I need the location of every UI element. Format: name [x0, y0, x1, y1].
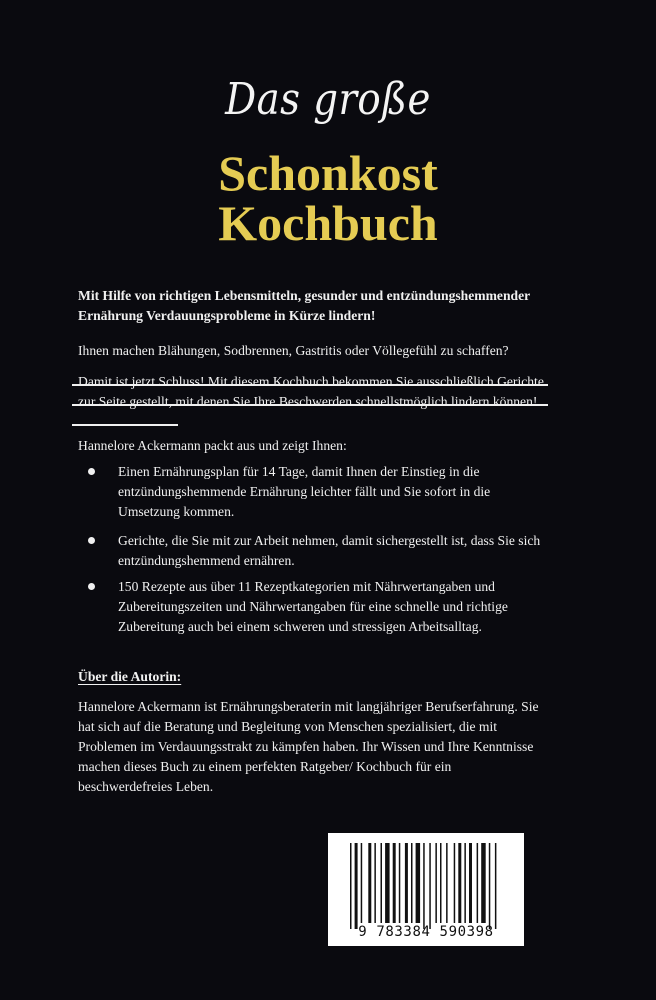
highlight-line [72, 424, 178, 426]
claim-text: Damit ist jetzt Schluss! Mit diesem Kochbuch bekommen Sie ausschließlich Gerichte zur Seite gestellt, mit denen Sie Ihre Beschwerden schnellstmöglich lindern können! [78, 374, 544, 409]
title-script: Das große [225, 74, 431, 125]
about-heading: Über die Autorin: [78, 669, 182, 684]
bullet-icon [88, 583, 95, 590]
title-line-1: Schonkost [218, 145, 438, 201]
isbn-number: 9 783384 590398 [358, 924, 494, 940]
question-text: Ihnen machen Blähungen, Sodbrennen, Gastritis oder Völlegefühl zu schaffen? [78, 343, 509, 358]
list-item-text: Gerichte, die Sie mit zur Arbeit nehmen, damit sichergestellt ist, dass Sie sich entzündungshemmend ernähren. [118, 533, 541, 568]
intro-text: Mit Hilfe von richtigen Lebensmitteln, gesunder und entzündungshemmender Ernährung Verdauungsprobleme in Kürze lindern! [78, 288, 530, 323]
list-item-text: 150 Rezepte aus über 11 Rezeptkategorien mit Nährwertangaben und Zubereitungszeiten und Nährwertangaben für eine schnelle und richtige Zubereitung auch bei einem schweren und stressigen Arbeitsalltag. [118, 579, 508, 634]
about-text: Hannelore Ackermann ist Ernährungsberaterin mit langjähriger Berufserfahrung. Sie hat sich auf die Beratung und Begleitung von Menschen spezialisiert, die mit Problemen im Verdauungsstrakt zu kämpfen haben. Ihr Wissen und Ihre Kenntnisse machen dieses Buch zu einem perfekten Ratgeber/ Kochbuch für ein beschwerdefreies Leben. [78, 699, 539, 794]
bullet-icon [88, 537, 95, 544]
title-line-2: Kochbuch [218, 195, 438, 251]
barcode [328, 833, 524, 946]
lead-text: Hannelore Ackermann packt aus und zeigt Ihnen: [78, 438, 347, 453]
bullet-icon [88, 468, 95, 475]
list-item-text: Einen Ernährungsplan für 14 Tage, damit Ihnen der Einstieg in die entzündungshemmende Ernährung leichter fällt und Sie sofort in die Umsetzung kommen. [118, 464, 491, 519]
